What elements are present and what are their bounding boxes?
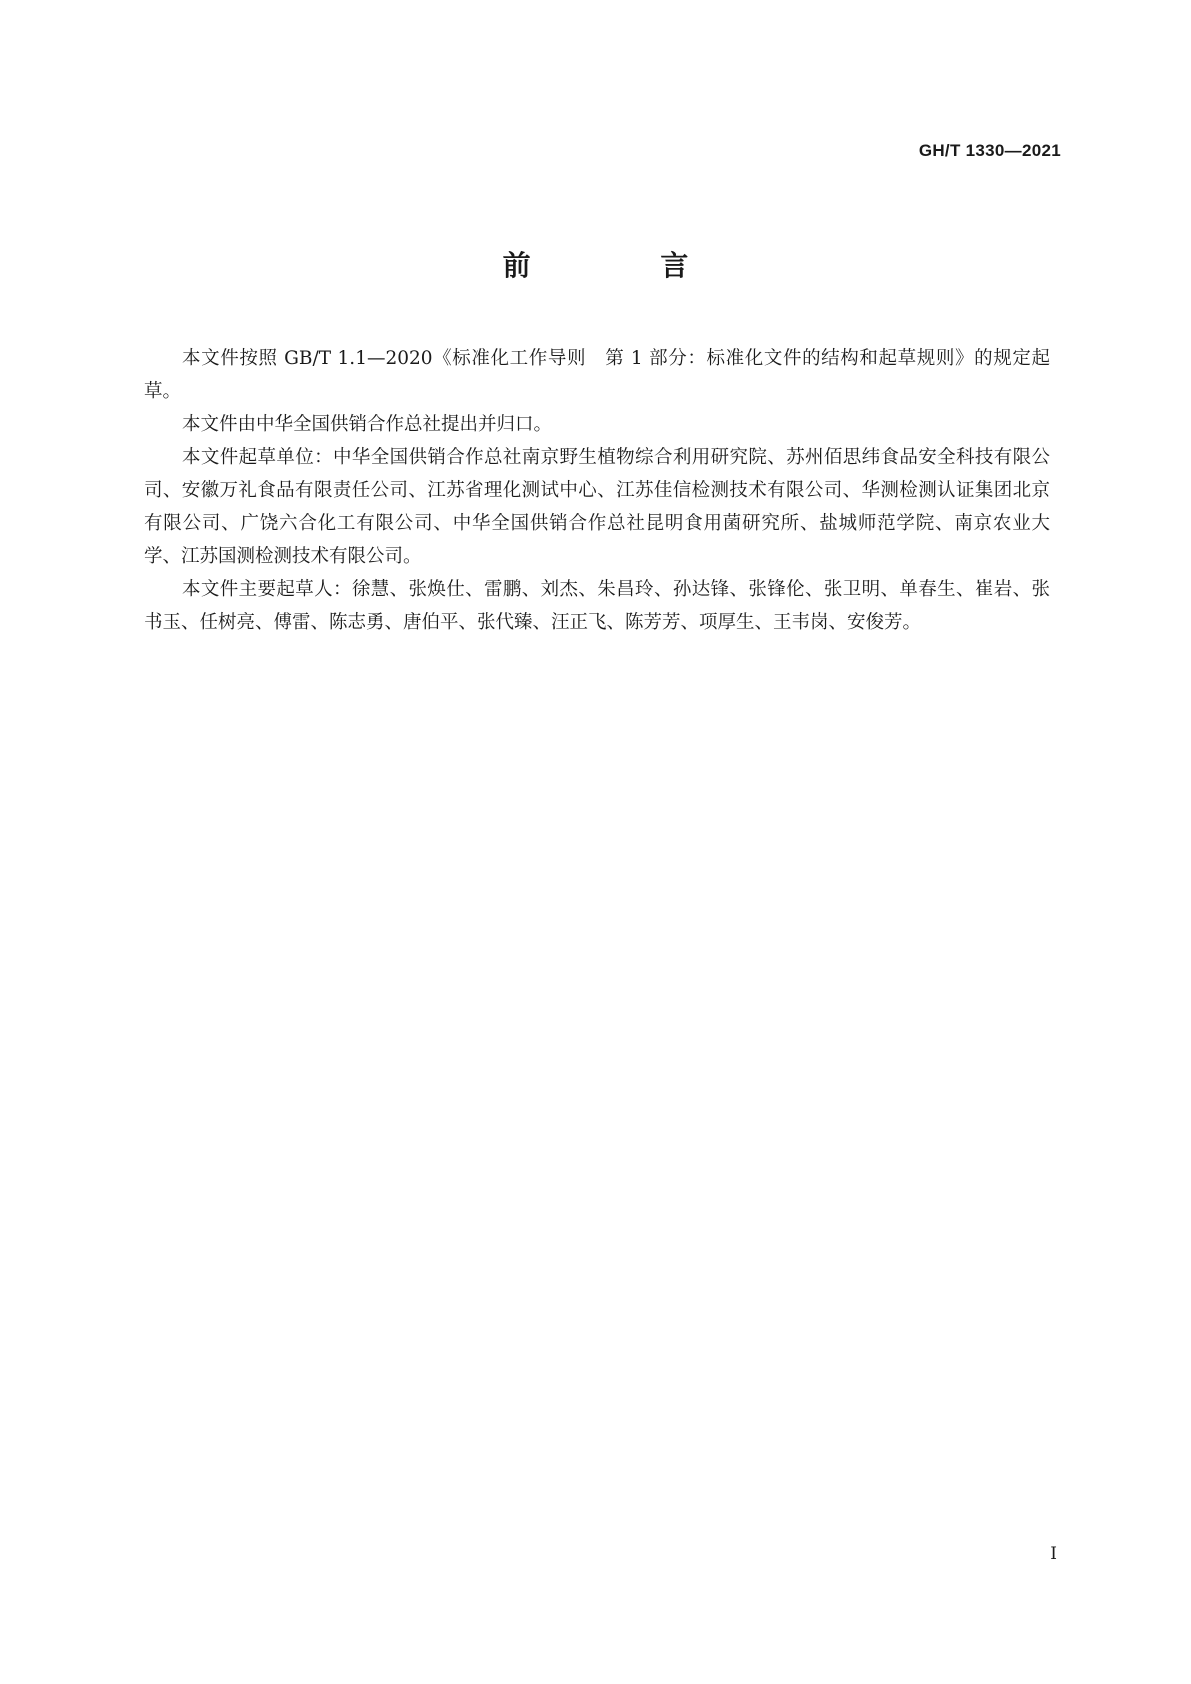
- paragraph-drafting-units: 本文件起草单位：中华全国供销合作总社南京野生植物综合利用研究院、苏州佰思纬食品安全科技有限公司、安徽万礼食品有限责任公司、江苏省理化测试中心、江苏佳信检测技术有限公司、华测检测认证集团北京有限公司、广饶六合化工有限公司、中华全国供销合作总社昆明食用菌研究所、盐城师范学院、南京农业大学、江苏国测检测技术有限公司。: [144, 447, 1050, 567]
- standard-code: GH/T 1330—2021: [918, 141, 1061, 160]
- page-number: I: [1050, 1544, 1057, 1564]
- foreword-body: [144, 342, 1050, 639]
- page-title: 前 言: [502, 249, 749, 282]
- paragraph-drafters: 本文件主要起草人：徐慧、张焕仕、雷鹏、刘杰、朱昌玲、孙达锋、张锋伦、张卫明、单春生、崔岩、张书玉、任树亮、傅雷、陈志勇、唐伯平、张代臻、汪正飞、陈芳芳、项厚生、王韦岗、安俊芳。: [144, 579, 1050, 633]
- paragraph-drafting-rules: 本文件按照 GB/T 1.1—2020《标准化工作导则 第 1 部分：标准化文件的结构和起草规则》的规定起草。: [144, 348, 1050, 402]
- paragraph-proposer: 本文件由中华全国供销合作总社提出并归口。: [182, 414, 553, 435]
